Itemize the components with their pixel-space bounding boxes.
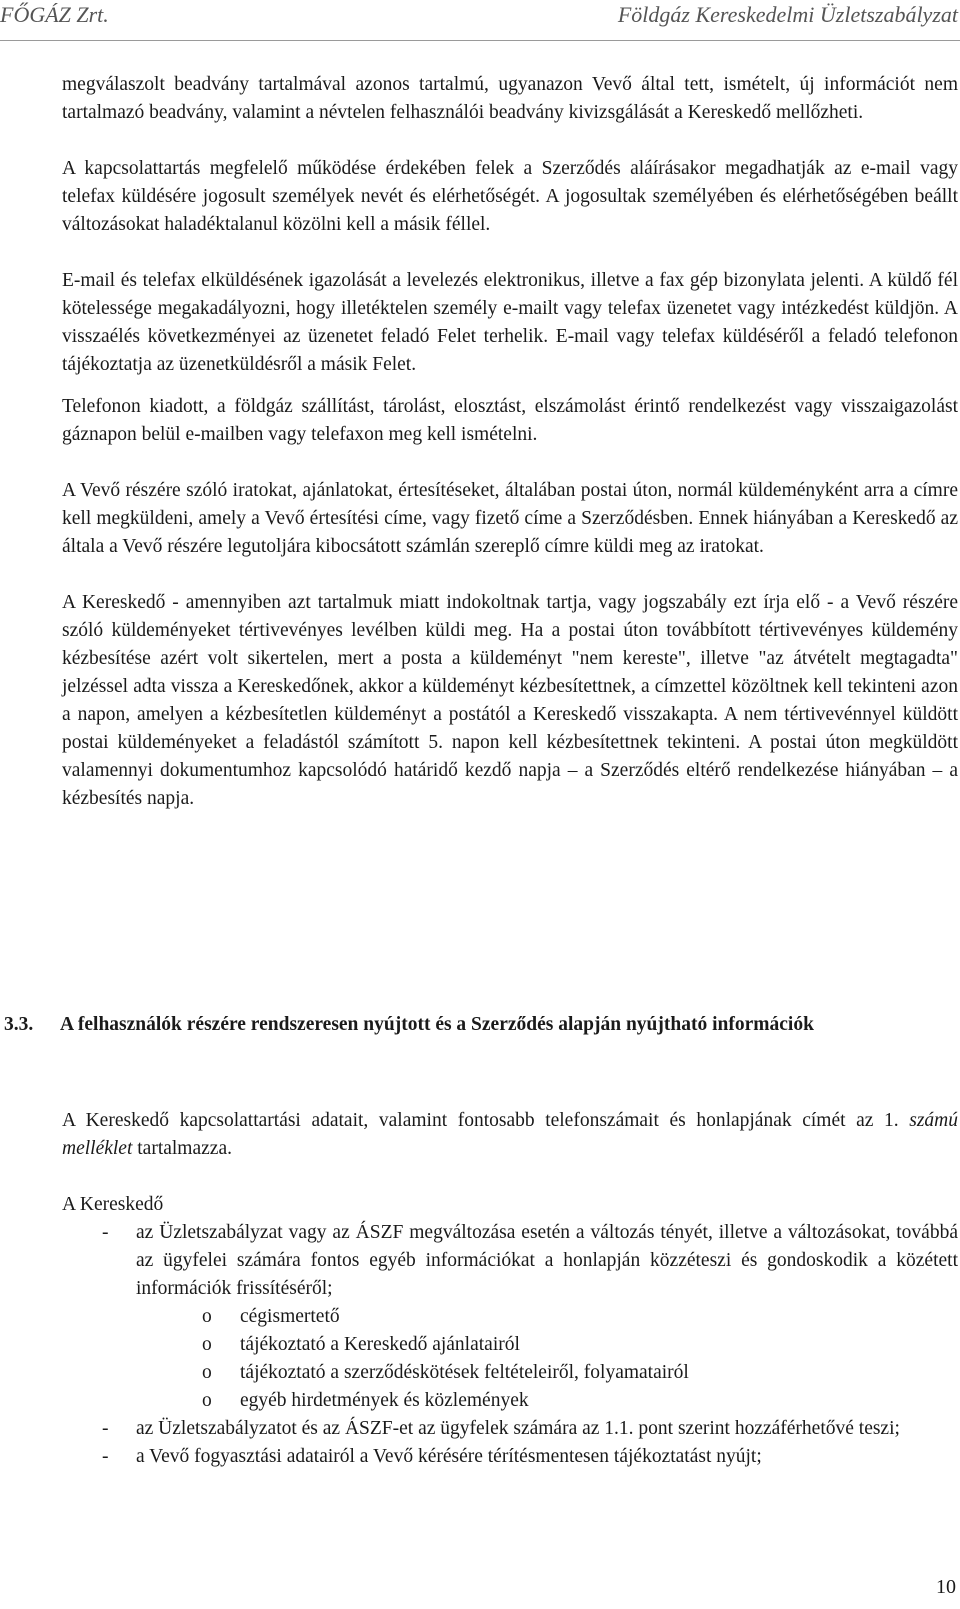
sub-list-item-text: tájékoztató a Kereskedő ajánlatairól bbox=[240, 1334, 520, 1355]
paragraph-2: A kapcsolattartás megfelelő működése érdekében felek a Szerződés aláírásakor megadhatják az e-mail vagy telefax küldésére jogosult személyek nevét és elérhetőségét. A jogosultak személyében és elérhetőségében beállt változásokat haladéktalanul közölni kell a másik féllel. bbox=[62, 158, 958, 235]
annex-reference: számú melléklet bbox=[62, 1110, 958, 1159]
sub-list-item bbox=[0, 1359, 958, 1387]
header-document-title: Földgáz Kereskedelmi Üzletszabályzat bbox=[617, 2, 958, 27]
list-lead: A Kereskedő bbox=[62, 1194, 164, 1215]
sub-list-item-text: egyéb hirdetmények és közlemények bbox=[240, 1390, 529, 1411]
paragraph-1: megválaszolt beadvány tartalmával azonos tartalmú, ugyanazon Vevő által tett, ismételt, új információt nem tartalmazó beadvány, valamint a névtelen felhasználói beadvány kivizsgálását a Kereskedő mellőzheti. bbox=[62, 74, 958, 123]
paragraph-3: E-mail és telefax elküldésének igazolását a levelezés elektronikus, illetve a fax gép bizonylata jelenti. A küldő fél kötelessége megakadályozni, hogy illetéktelen személy e-mailt vagy telefax üzenetet vagy intézkedést küldjön. A visszaélés következményei az üzenetet feladó Felet terhelik. E-mail vagy telefax küldéséről a feladó telefonon tájékoztatja az üzenetküldésről a másik Felet. bbox=[62, 270, 958, 375]
bullet-marker: o bbox=[202, 1334, 212, 1355]
intro-text-end: tartalmazza. bbox=[132, 1138, 232, 1159]
sub-list-item-text: cégismertető bbox=[240, 1306, 340, 1327]
bullet-marker: o bbox=[202, 1362, 212, 1383]
sub-list-item bbox=[0, 1387, 958, 1415]
list-item-text: az Üzletszabályzat vagy az ÁSZF megváltozása esetén a változás tényét, illetve a változásokat, továbbá az ügyfelei számára fontos egyéb információkat a honlapján közzéteszi és gondoskodik a közétett információk frissítéséről; bbox=[136, 1222, 958, 1299]
body-text bbox=[62, 71, 958, 813]
dash-list bbox=[0, 1219, 958, 1471]
dash-marker: - bbox=[102, 1222, 109, 1243]
dash-marker: - bbox=[102, 1446, 109, 1467]
list-item bbox=[0, 1443, 958, 1471]
list-item-text: a Vevő fogyasztási adatairól a Vevő kérésére térítésmentesen tájékoztatást nyújt; bbox=[136, 1446, 762, 1467]
sub-list-item-text: tájékoztató a szerződéskötések feltételeiről, folyamatairól bbox=[240, 1362, 689, 1383]
list-item-text: az Üzletszabályzatot és az ÁSZF-et az ügyfelek számára az 1.1. pont szerint hozzáférhetővé teszi; bbox=[136, 1418, 900, 1439]
section-intro bbox=[62, 1107, 958, 1163]
paragraph-6: A Kereskedő - amennyiben azt tartalmuk miatt indokoltnak tartja, vagy jogszabály ezt írja elő - a Vevő részére szóló küldeményeket tértivevényes levélben küldi meg. Ha a postai úton továbbított tértivevényes küldemény kézbesítése azért volt sikertelen, mert a posta a küldeményt "nem kereste", illetve "az átvételt megtagadta" jelzéssel adta vissza a Kereskedőnek, akkor a küldeményt kézbesítettnek, a címzettel közöltnek kell tekinteni azon a napon, amelyen a kézbesítetlen küldeményt a postától a Kereskedő visszakapta. A nem tértivevénnyel küldött postai küldeményeket a feladástól számított 5. napon kell kézbesítettnek tekinteni. A postai úton megküldött valamennyi dokumentumhoz kapcsolódó határidő kezdő napja – a Szerződés eltérő rendelkezése hiányában – a kézbesítés napja. bbox=[62, 592, 958, 809]
paragraph-5: A Vevő részére szóló iratokat, ajánlatokat, értesítéseket, általában postai úton, normál küldeményként arra a címre kell megküldeni, amely a Vevő értesítési címe, vagy fizető címe a Szerződésben. Ennek hiányában a Kereskedő az általa a Vevő részére legutoljára kibocsátott számlán szereplő címre küldi meg az iratokat. bbox=[62, 480, 958, 557]
section-title: A felhasználók részére rendszeresen nyújtott és a Szerződés alapján nyújtható információk bbox=[60, 1014, 814, 1035]
paragraph-4: Telefonon kiadott, a földgáz szállítást, tárolást, elosztást, elszámolást érintő rendelkezést vagy visszaigazolást gáznapon belül e-mailben vagy telefaxon meg kell ismételni. bbox=[62, 396, 958, 445]
bullet-marker: o bbox=[202, 1306, 212, 1327]
section-body bbox=[62, 1107, 958, 1471]
page-number: 10 bbox=[936, 1576, 956, 1598]
intro-text-start: A Kereskedő kapcsolattartási adatait, valamint fontosabb telefonszámait és honlapjának címét az 1. bbox=[62, 1110, 910, 1131]
section-number: 3.3. bbox=[4, 1014, 34, 1035]
list-item bbox=[0, 1219, 958, 1303]
sub-list-item bbox=[0, 1303, 958, 1331]
page-header bbox=[0, 0, 960, 41]
sub-list bbox=[0, 1303, 958, 1415]
bullet-marker: o bbox=[202, 1390, 212, 1411]
section-heading bbox=[4, 1011, 958, 1039]
sub-list-item bbox=[0, 1331, 958, 1359]
dash-marker: - bbox=[102, 1418, 109, 1439]
list-item bbox=[0, 1415, 958, 1443]
header-company: FŐGÁZ Zrt. bbox=[0, 2, 109, 27]
